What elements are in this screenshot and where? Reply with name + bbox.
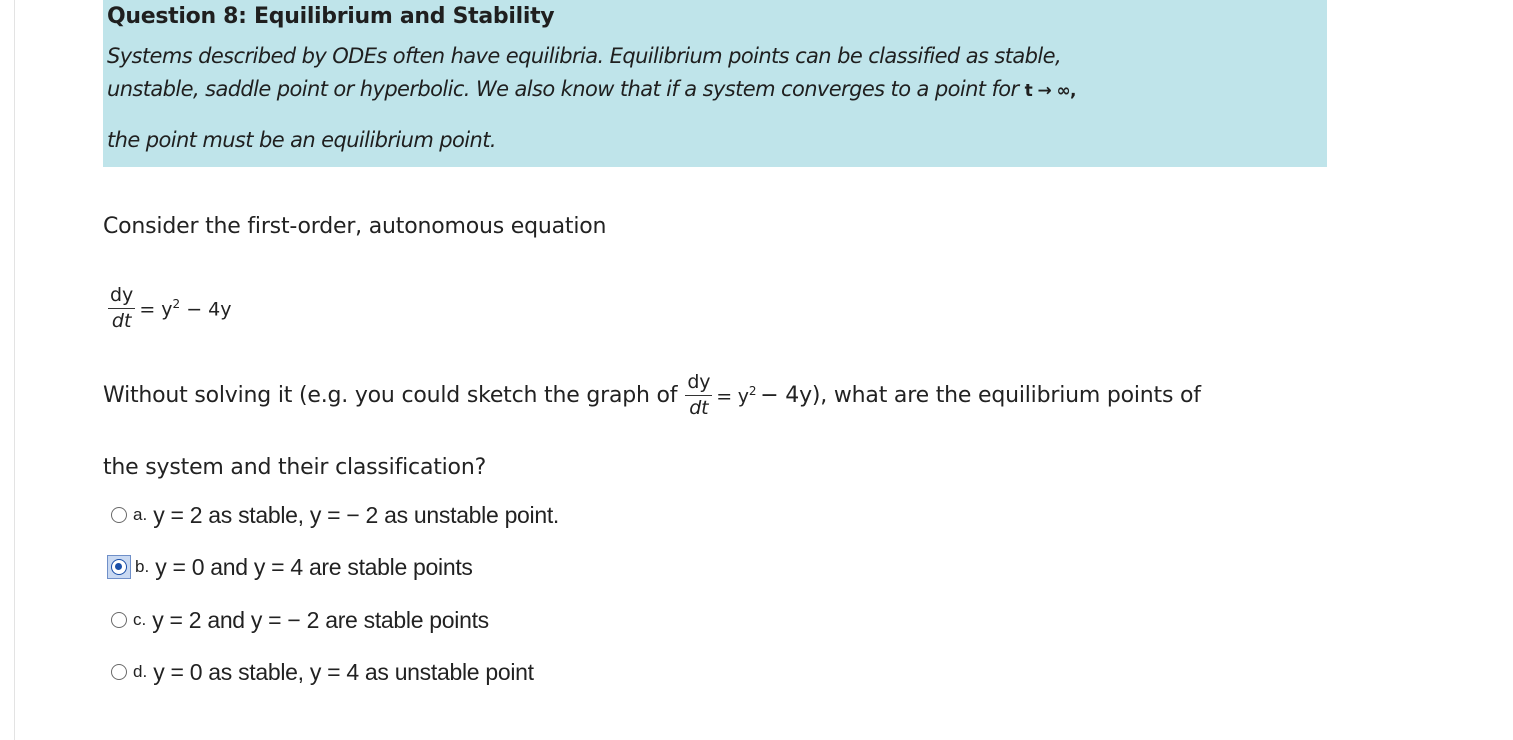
inline-rhs-base: = y [716, 385, 749, 408]
inline-rhs [716, 384, 756, 407]
option-b-text: y = 0 and y = 4 are stable points [155, 553, 473, 580]
rhs-base: = y [139, 298, 173, 321]
option-b-radio-focus[interactable] [107, 555, 131, 579]
dy-dt-fraction [108, 286, 135, 331]
option-a-radio[interactable] [111, 507, 127, 523]
question-before: Without solving it (e.g. you could sketch the graph of [103, 383, 678, 408]
question-intro-line-1: Systems described by ODEs often have equilibria. Equilibrium points can be classified as stable, [107, 44, 1062, 68]
option-d-letter: d. [133, 662, 148, 681]
t-to-infinity: t → ∞, [1024, 81, 1076, 101]
inline-numerator: dy [685, 373, 712, 396]
option-d-text: y = 0 as stable, y = 4 as unstable point [153, 658, 534, 685]
option-a-letter: a. [133, 505, 148, 524]
inline-rhs-exponent: 2 [748, 383, 757, 398]
fraction-denominator: dt [111, 310, 132, 332]
fraction-numerator: dy [108, 286, 135, 309]
option-a-text: y = 2 as stable, y = − 2 as unstable point. [153, 501, 560, 528]
differential-equation [108, 286, 232, 331]
question-line-2: the system and their classification? [103, 455, 487, 480]
option-c-radio[interactable] [111, 612, 127, 628]
question-line-1 [103, 373, 1201, 418]
option-c[interactable] [111, 605, 489, 635]
option-b-letter: b. [135, 557, 150, 576]
inline-denominator: dt [689, 397, 709, 419]
option-b-radio[interactable] [111, 559, 127, 575]
option-c-letter: c. [133, 610, 147, 629]
option-a[interactable] [111, 500, 559, 530]
inline-equation [685, 373, 756, 418]
rhs-tail: − 4y [180, 298, 232, 321]
option-b[interactable] [111, 552, 473, 582]
consider-text: Consider the first-order, autonomous equation [103, 214, 607, 239]
option-c-text: y = 2 and y = − 2 are stable points [152, 606, 489, 633]
option-d[interactable] [111, 657, 534, 687]
question-title: Question 8: Equilibrium and Stability [107, 4, 555, 29]
rhs-exponent: 2 [172, 296, 181, 311]
inline-dy-dt-fraction [685, 373, 712, 418]
question-after: − 4y), what are the equilibrium points of [760, 383, 1201, 408]
question-intro-line-3: the point must be an equilibrium point. [107, 128, 496, 152]
question-intro-line-2 [107, 77, 1076, 101]
page-left-border [0, 0, 15, 740]
question-intro-line-2-text: unstable, saddle point or hyperbolic. We also know that if a system converges to a point for [107, 77, 1019, 101]
option-d-radio[interactable] [111, 664, 127, 680]
equation-rhs [139, 297, 231, 320]
